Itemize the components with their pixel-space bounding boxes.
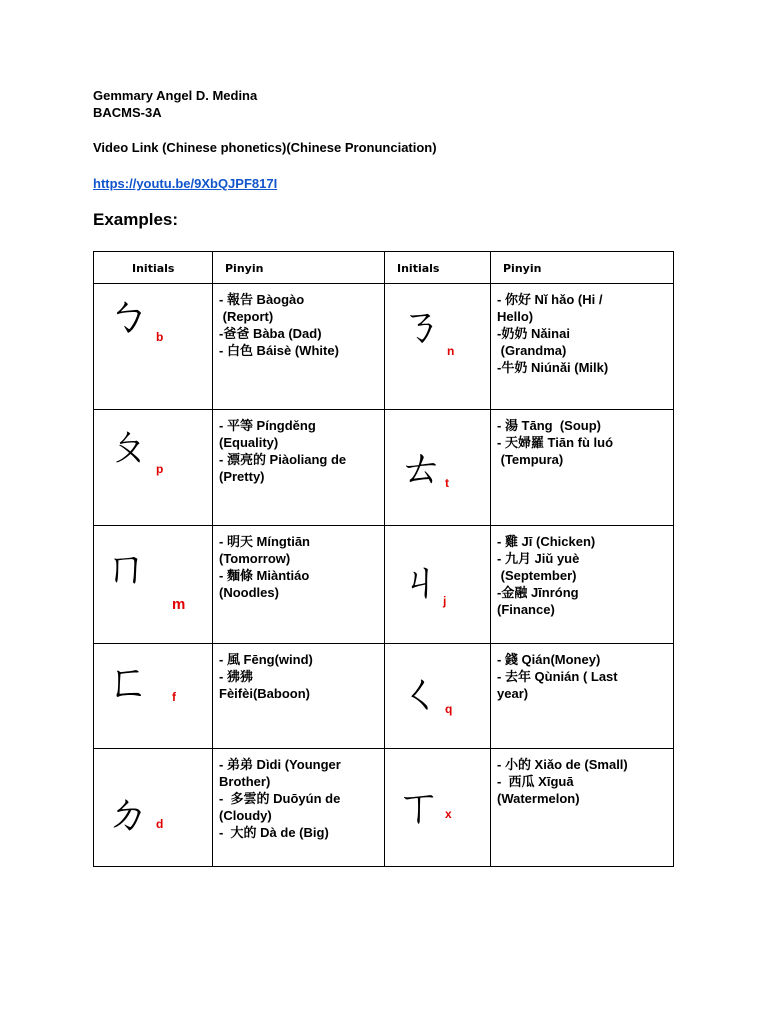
initial-cell-left [94,526,213,644]
initial-cell-left [94,410,213,526]
pinyin-initial-letter: t [445,476,449,490]
example-line: (Tempura) [497,452,564,467]
example-line: - 白色 Báisè (White) [219,343,339,358]
class-section: BACMS-3A [93,105,162,120]
example-line: - 西瓜 Xīguā [497,774,574,789]
example-line: Fèifèi(Baboon) [219,686,310,701]
pinyin-initial-letter: q [445,702,453,716]
pinyin-initial-letter: p [156,462,164,476]
example-line: - 明天 Míngtiān [219,534,310,549]
example-line: - 弟弟 Dìdi (Younger [219,757,341,772]
example-line: - 報告 Bàogào [219,292,305,307]
examples-heading: Examples: [93,210,179,229]
pinyin-examples-left [213,749,385,867]
example-line: - 你好 Nǐ hǎo (Hi / [497,292,603,307]
example-line: - 湯 Tāng (Soup) [497,418,601,433]
example-line: - 平等 Píngděng [219,418,316,433]
pinyin-initial-letter: f [172,690,176,704]
example-line: Brother) [219,774,271,789]
example-line: - 錢 Qián(Money) [497,652,601,667]
initial-cell-right [385,410,491,526]
example-line: - 麵條 Miàntiáo [219,568,310,583]
bopomofo-symbol: ㄇ [104,542,148,593]
example-line: (Cloudy) [219,808,272,823]
bopomofo-symbol: ㄅ [106,290,150,341]
example-line: - 多雲的 Duōyún de [219,791,341,806]
example-line: (Grandma) [497,343,567,358]
initial-cell-right [385,284,491,410]
author-name: Gemmary Angel D. Medina [93,88,258,103]
example-line: (Finance) [497,602,555,617]
pinyin-initial-letter: d [156,817,164,831]
initial-cell-right [385,526,491,644]
pinyin-examples-left [213,410,385,526]
example-line: (Noodles) [219,585,279,600]
example-line: - 風 Fēng(wind) [219,652,313,667]
example-line: (Watermelon) [497,791,580,806]
bopomofo-symbol: ㄆ [106,420,150,471]
header-pinyin-1: Pinyin [213,252,385,284]
bopomofo-symbol: ㄒ [397,781,441,832]
example-line: (Report) [219,309,274,324]
example-line: (Tomorrow) [219,551,291,566]
example-line: -金融 Jīnróng [497,585,579,600]
phonetics-table [93,251,674,867]
initial-cell-right [385,749,491,867]
initial-cell-left [94,284,213,410]
pinyin-initial-letter: b [156,330,164,344]
header-pinyin-2: Pinyin [491,252,674,284]
table-header-row [94,252,674,284]
bopomofo-symbol: ㄉ [106,789,150,840]
example-line: -奶奶 Nǎinai [497,326,570,341]
example-line: Hello) [497,309,534,324]
bopomofo-symbol: ㄊ [399,442,443,493]
example-line: - 大的 Dà de (Big) [219,825,329,840]
example-line: - 天婦羅 Tiān fù luó [497,435,614,450]
pinyin-examples-right [491,284,674,410]
table-row [94,410,674,526]
header-initials-2: Initials [385,252,491,284]
youtube-link[interactable]: https://youtu.be/9XbQJPF817I [93,176,278,191]
example-line: - 去年 Qùnián ( Last [497,669,618,684]
initial-cell-left [94,749,213,867]
example-line: year) [497,686,529,701]
header-initials-1: Initials [94,252,213,284]
pinyin-initial-letter: x [445,807,452,821]
example-line: -爸爸 Bàba (Dad) [219,326,322,341]
bopomofo-symbol: ㄑ [399,668,443,719]
pinyin-examples-right [491,749,674,867]
table-row [94,526,674,644]
initial-cell-left [94,644,213,749]
example-line: (Pretty) [219,469,265,484]
table-row [94,644,674,749]
pinyin-examples-left [213,644,385,749]
example-line: -牛奶 Niúnǎi (Milk) [497,360,609,375]
bopomofo-symbol: ㄋ [399,300,443,351]
pinyin-initial-letter: n [447,344,455,358]
pinyin-initial-letter: j [443,594,447,608]
pinyin-examples-right [491,526,674,644]
example-line: - 狒狒 [219,669,253,684]
example-line: - 漂亮的 Piàoliang de [219,452,347,467]
example-line: (September) [497,568,577,583]
pinyin-examples-left [213,284,385,410]
pinyin-examples-right [491,410,674,526]
example-line: - 小的 Xiǎo de (Small) [497,757,628,772]
table-row [94,284,674,410]
example-line: (Equality) [219,435,279,450]
video-link-label: Video Link (Chinese phonetics)(Chinese Pronunciation) [93,140,437,155]
table-row [94,749,674,867]
initial-cell-right [385,644,491,749]
bopomofo-symbol: ㄐ [399,556,443,607]
example-line: - 雞 Jī (Chicken) [497,534,596,549]
bopomofo-symbol: ㄈ [106,656,150,707]
example-line: - 九月 Jiǔ yuè [497,551,580,566]
pinyin-initial-letter: m [172,596,186,613]
pinyin-examples-left [213,526,385,644]
pinyin-examples-right [491,644,674,749]
